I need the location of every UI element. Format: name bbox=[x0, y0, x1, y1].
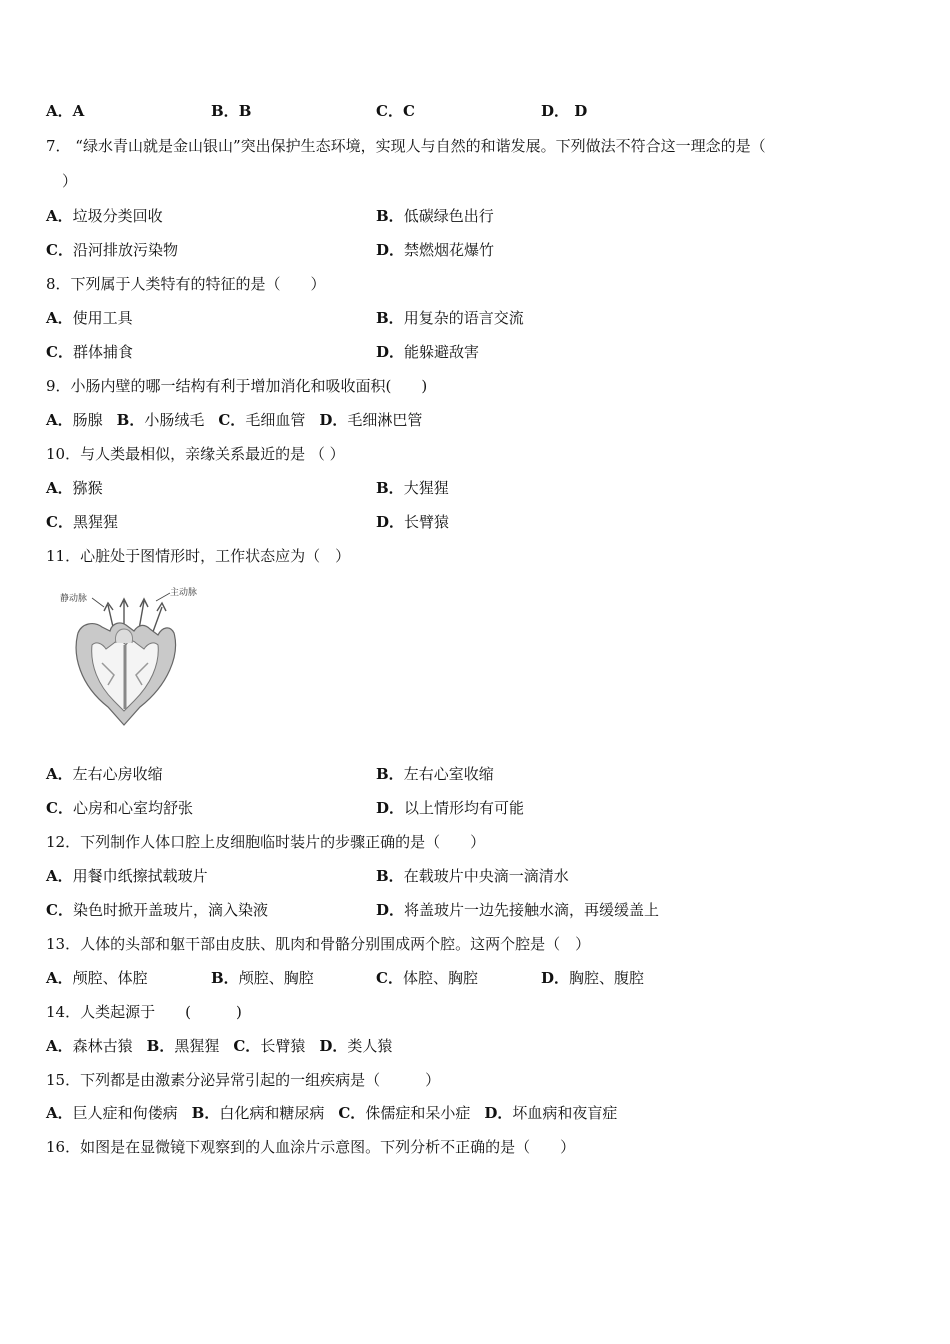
q11-option-b: B．左右心室收缩 bbox=[376, 765, 494, 783]
q13-stem: 13．人体的头部和躯干部由皮肤、肌肉和骨骼分别围成两个腔。这两个腔是（ ） bbox=[46, 935, 591, 953]
q13-option-b: B．颅腔、胸腔 bbox=[211, 969, 314, 987]
q11-option-a: A．左右心房收缩 bbox=[46, 765, 163, 783]
q9-option-d: D．毛细淋巴管 bbox=[319, 411, 423, 429]
q7-option-c: C．沿河排放污染物 bbox=[46, 241, 178, 259]
q14-option-b: B．黑猩猩 bbox=[146, 1037, 220, 1055]
q16-stem: 16．如图是在显微镜下观察到的人血涂片示意图。下列分析不正确的是（ ） bbox=[46, 1138, 576, 1156]
q14-options-row bbox=[46, 1035, 406, 1057]
q11-option-c: C．心房和心室均舒张 bbox=[46, 799, 193, 817]
q6-option-d: D． D bbox=[541, 102, 588, 120]
q12-option-b: B．在载玻片中央滴一滴清水 bbox=[376, 867, 569, 885]
q8-option-d: D．能躲避敌害 bbox=[376, 343, 480, 361]
q7-stem-cont: ） bbox=[62, 172, 78, 190]
q11-stem: 11．心脏处于图情形时，工作状态应为（ ） bbox=[46, 547, 351, 565]
q6-option-c: C．C bbox=[376, 102, 415, 120]
q10-option-d: D．长臂猿 bbox=[376, 513, 450, 531]
q7-stem: 7． “绿水青山就是金山银山”突出保护生态环境，实现人与自然的和谐发展。下列做法不符合这一理念的是（ bbox=[46, 137, 766, 155]
q15-stem: 15．下列都是由激素分泌异常引起的一组疾病是（ ） bbox=[46, 1071, 441, 1089]
q15-option-b: B．白化病和糖尿病 bbox=[191, 1104, 325, 1122]
q8-option-a: A．使用工具 bbox=[46, 309, 133, 327]
q9-option-a: A．肠腺 bbox=[46, 411, 103, 429]
q15-option-a: A．巨人症和佝偻病 bbox=[46, 1104, 178, 1122]
label-left-leader bbox=[92, 598, 104, 607]
q8-stem: 8．下列属于人类特有的特征的是（ ） bbox=[46, 275, 326, 293]
q13-option-d: D．胸腔、腹腔 bbox=[541, 969, 645, 987]
q9-stem: 9．小肠内壁的哪一结构有利于增加消化和吸收面积( ) bbox=[46, 377, 428, 395]
q14-option-c: C．长臂猿 bbox=[233, 1037, 306, 1055]
q8-option-b: B．用复杂的语言交流 bbox=[376, 309, 524, 327]
q10-stem: 10．与人类最相似，亲缘关系最近的是 （ ） bbox=[46, 445, 345, 463]
q10-option-c: C．黑猩猩 bbox=[46, 513, 118, 531]
q15-option-d: D．坏血病和夜盲症 bbox=[484, 1104, 618, 1122]
q15-options-row bbox=[46, 1102, 631, 1124]
aorta-base bbox=[115, 629, 132, 643]
label-left-artery: 静动脉 bbox=[60, 594, 88, 604]
q7-option-a: A．垃圾分类回收 bbox=[46, 207, 163, 225]
q9-options-row bbox=[46, 409, 436, 431]
label-right-artery: 主动脉 bbox=[170, 588, 198, 598]
q12-option-a: A．用餐巾纸擦拭载玻片 bbox=[46, 867, 208, 885]
q12-option-c: C．染色时掀开盖玻片，滴入染液 bbox=[46, 901, 268, 919]
heart-diagram bbox=[58, 585, 208, 730]
q11-option-d: D．以上情形均有可能 bbox=[376, 799, 525, 817]
q13-option-a: A．颅腔、体腔 bbox=[46, 969, 148, 987]
q6-option-b: B．B bbox=[211, 102, 252, 120]
q14-stem: 14．人类起源于 ( ) bbox=[46, 1003, 242, 1021]
q8-option-c: C．群体捕食 bbox=[46, 343, 133, 361]
q15-option-c: C．侏儒症和呆小症 bbox=[338, 1104, 471, 1122]
q10-option-b: B．大猩猩 bbox=[376, 479, 449, 497]
q9-option-c: C．毛细血管 bbox=[218, 411, 306, 429]
q6-option-a: A．A bbox=[46, 102, 85, 120]
heart-diagram-svg bbox=[58, 585, 208, 730]
q9-option-b: B．小肠绒毛 bbox=[116, 411, 205, 429]
q13-option-c: C．体腔、胸腔 bbox=[376, 969, 478, 987]
q12-stem: 12．下列制作人体口腔上皮细胞临时装片的步骤正确的是（ ） bbox=[46, 833, 486, 851]
q7-option-b: B．低碳绿色出行 bbox=[376, 207, 494, 225]
q14-option-d: D．类人猿 bbox=[319, 1037, 393, 1055]
q12-option-d: D．将盖玻片一边先接触水滴，再缓缓盖上 bbox=[376, 901, 660, 919]
q10-option-a: A．猕猴 bbox=[46, 479, 103, 497]
q14-option-a: A．森林古猿 bbox=[46, 1037, 133, 1055]
q7-option-d: D．禁燃烟花爆竹 bbox=[376, 241, 495, 259]
label-right-leader bbox=[156, 593, 170, 601]
